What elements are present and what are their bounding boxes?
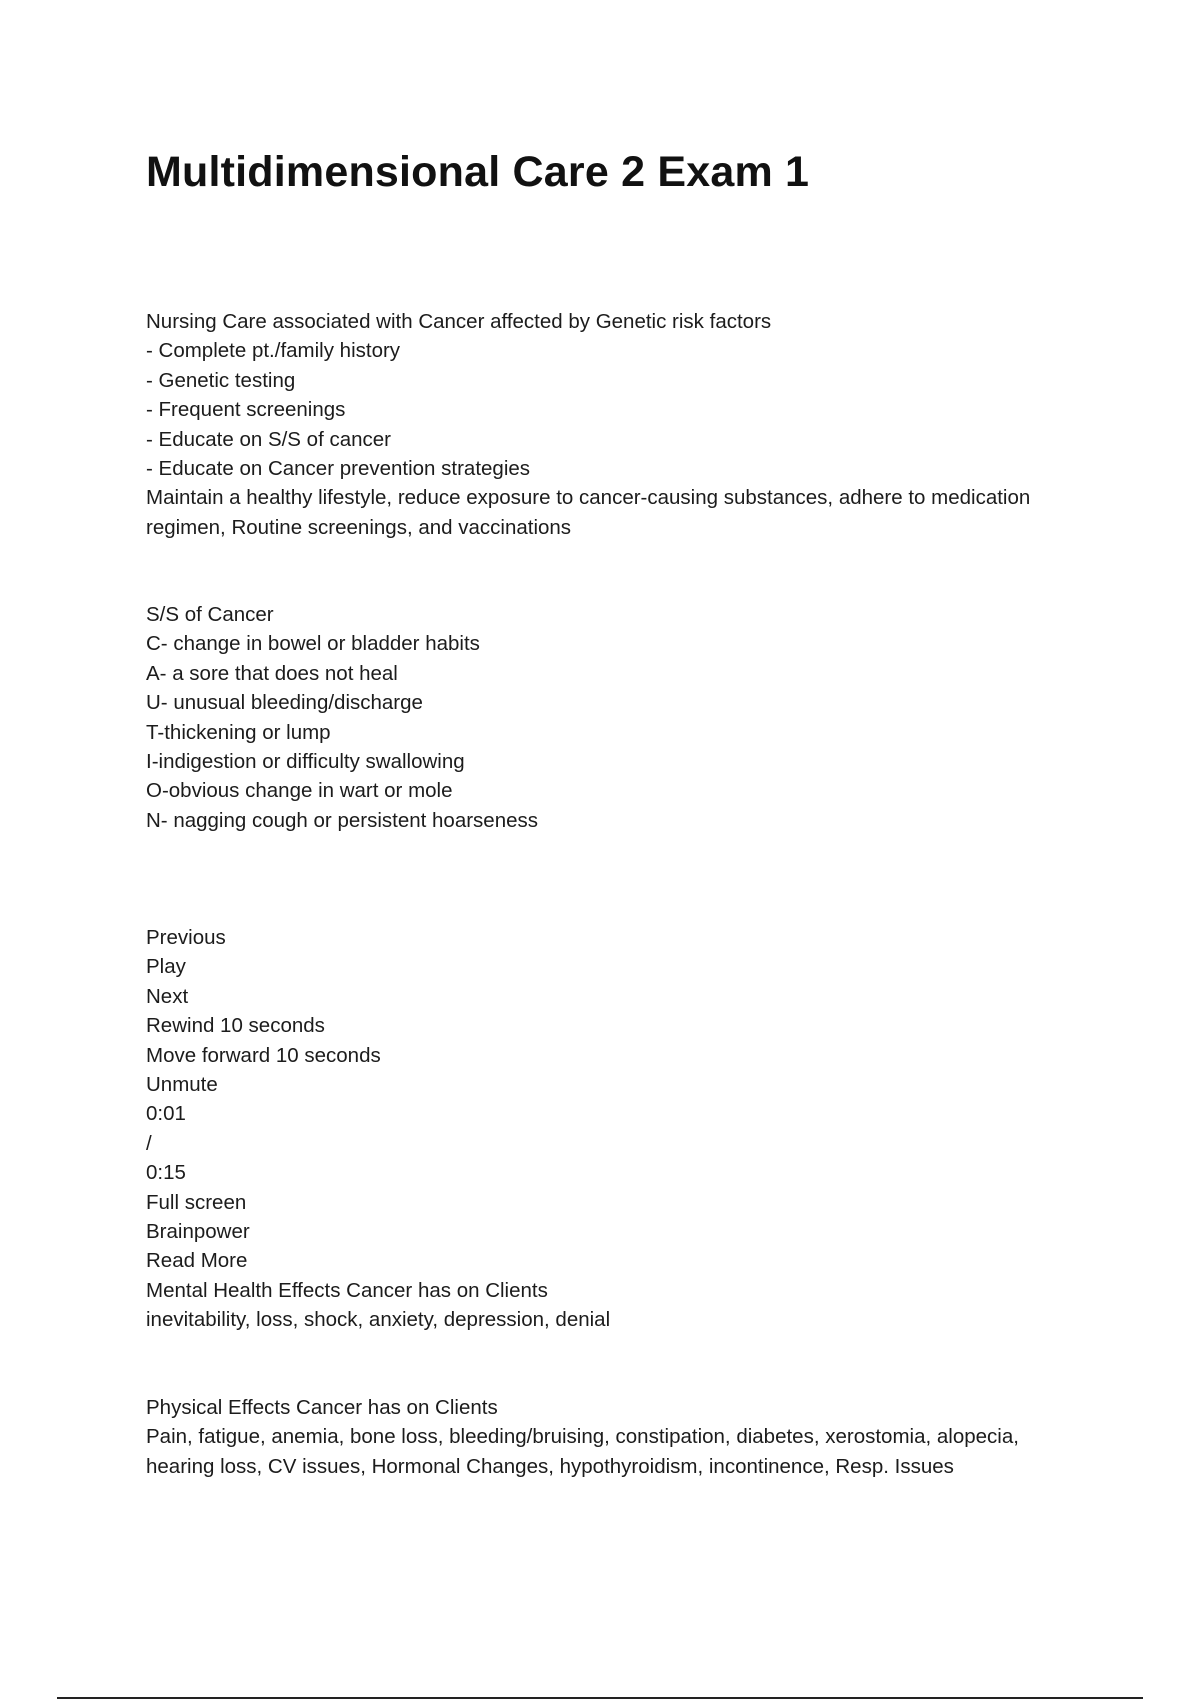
page-title: Multidimensional Care 2 Exam 1 <box>146 148 810 196</box>
nursing-care-section <box>146 307 1066 542</box>
list-item: I-indigestion or difficulty swallowing <box>146 750 465 774</box>
play-button[interactable]: Play <box>146 955 186 979</box>
media-player-text <box>146 923 1066 1335</box>
current-time: 0:01 <box>146 1102 186 1126</box>
previous-button[interactable]: Previous <box>146 926 226 949</box>
brand-link[interactable]: Brainpower <box>146 1220 250 1244</box>
list-item: U- unusual bleeding/discharge <box>146 691 423 715</box>
rewind-button[interactable]: Rewind 10 seconds <box>146 1014 325 1038</box>
list-item: - Complete pt./family history <box>146 339 401 363</box>
list-item: C- change in bowel or bladder habits <box>146 632 480 656</box>
section-heading: Physical Effects Cancer has on Clients <box>146 1396 498 1419</box>
list-item: - Genetic testing <box>146 368 296 392</box>
duration: 0:15 <box>146 1161 186 1185</box>
read-more-link[interactable]: Read More <box>146 1249 248 1273</box>
list-item: A- a sore that does not heal <box>146 661 398 685</box>
physical-effects-section <box>146 1393 1066 1481</box>
list-item: - Frequent screenings <box>146 398 346 422</box>
time-separator: / <box>146 1131 152 1155</box>
unmute-button[interactable]: Unmute <box>146 1073 218 1097</box>
section-summary: Maintain a healthy lifestyle, reduce exposure to cancer-causing substances, adhere to medication regimen, Routine screenings, and vaccinations <box>146 486 1031 539</box>
section-heading: Nursing Care associated with Cancer affected by Genetic risk factors <box>146 310 772 333</box>
forward-button[interactable]: Move forward 10 seconds <box>146 1043 381 1067</box>
fullscreen-button[interactable]: Full screen <box>146 1190 247 1214</box>
page-divider <box>57 1697 1143 1699</box>
ss-cancer-section <box>146 600 1066 835</box>
section-text: inevitability, loss, shock, anxiety, depression, denial <box>146 1308 611 1332</box>
list-item: O-obvious change in wart or mole <box>146 779 453 803</box>
list-item: - Educate on S/S of cancer <box>146 427 391 451</box>
section-text: Pain, fatigue, anemia, bone loss, bleeding/bruising, constipation, diabetes, xerostomia, alopecia, hearing loss, CV issues, Hormonal Changes, hypothyroidism, incontinence, Resp. Issues <box>146 1425 1019 1478</box>
list-item: T-thickening or lump <box>146 720 331 744</box>
section-heading: Mental Health Effects Cancer has on Clients <box>146 1278 548 1302</box>
next-button[interactable]: Next <box>146 984 189 1008</box>
list-item: - Educate on Cancer prevention strategies <box>146 457 531 481</box>
list-item: N- nagging cough or persistent hoarseness <box>146 808 539 832</box>
section-heading: S/S of Cancer <box>146 603 274 626</box>
